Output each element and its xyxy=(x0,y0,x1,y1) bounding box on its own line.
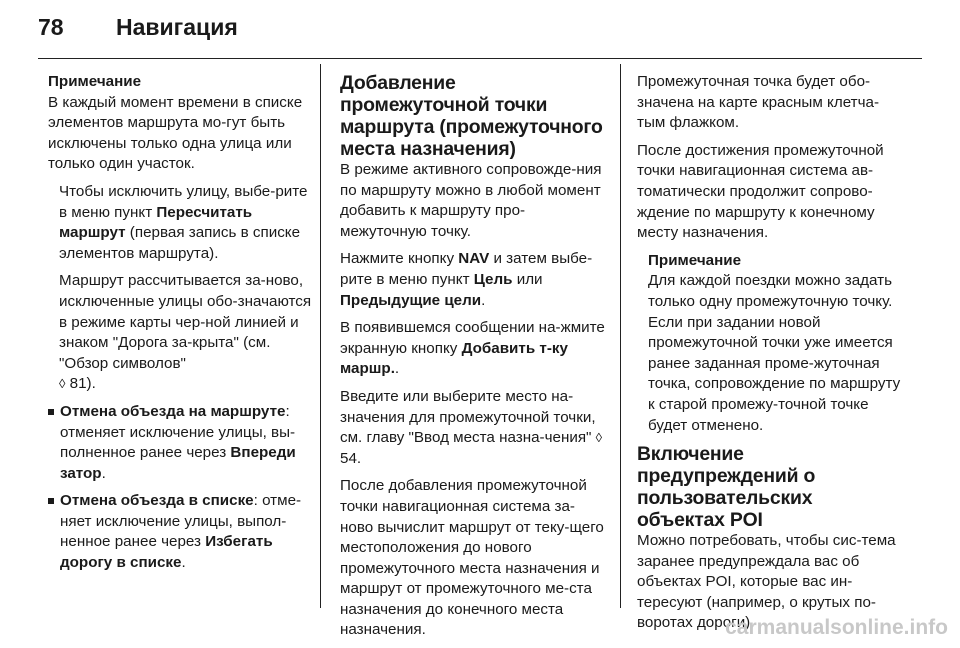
note-text: В каждый момент времени в списке элементов маршрута мо-гут быть исключены только одна улица или только один участок. xyxy=(48,93,303,173)
section-heading: Включение предупреждений о пользовательских объектах POI xyxy=(637,443,816,532)
list-item: Отмена объезда на маршруте: отменяет исключение улицы, вы-полненное ранее через Впереди затор. xyxy=(48,402,312,484)
header-rule xyxy=(38,58,922,59)
note-title: Примечание xyxy=(648,251,742,269)
page-title: Навигация xyxy=(116,14,238,40)
paragraph: В режиме активного сопровожде-ния по маршруту можно в любой момент добавить к маршруту про-межуточную точку. xyxy=(340,161,602,240)
paragraph: Можно потребовать, чтобы сис-тема заранее предупреждала вас об объектах POI, которые вас ин-тересуют (например, о крутых по-воротах дороги). xyxy=(637,532,896,632)
paragraph: Промежуточная точка будет обо-значена на карте красным клетча-тым флажком. xyxy=(637,73,880,132)
column-3 xyxy=(637,72,905,641)
bullet-icon xyxy=(48,498,54,504)
watermark: carmanualsonline.info xyxy=(725,616,948,639)
note-title: Примечание xyxy=(48,73,142,90)
column-2 xyxy=(340,72,606,648)
page-header xyxy=(38,14,238,54)
column-divider-1 xyxy=(320,64,321,608)
page-ref-icon: ◊ xyxy=(59,376,66,392)
paragraph: Маршрут рассчитывается за-ново, исключенные улицы обо-значаются в режиме карты чер-ной линией и знаком "Дорога за-крыта" (см. "Обзор символов" ◊ 81). xyxy=(59,272,312,393)
paragraph: После добавления промежуточной точки навигационная система за-ново вычислит маршрут от теку-щего местоположения до нового промежуточного места назначения и маршрут от промежуточного ме-ста назначения до конечного места назначения. xyxy=(340,477,604,639)
paragraph: В появившемся сообщении на-жмите экранную кнопку Добавить т-ку маршр.. xyxy=(340,319,605,378)
column-1 xyxy=(48,72,312,581)
page-ref-icon: ◊ xyxy=(595,430,603,446)
paragraph: Введите или выберите место на-значения для промежуточной точки, см. главу "Ввод места назна-чения" ◊ 54. xyxy=(340,387,603,467)
paragraph: После достижения промежуточной точки навигационная система ав-томатически продолжит сопрово-ждение по маршруту к конечному месту назначения. xyxy=(637,141,884,242)
paragraph: Нажмите кнопку NAV и затем выбе-рите в меню пункт Цель или Предыдущие цели. xyxy=(340,250,593,309)
note-block xyxy=(637,251,905,436)
note-text: Для каждой поездки можно задать только одну промежуточную точку. Если при задании новой промежуточной точки уже имеется ранее заданная проме-жуточная точка, сопровождение по маршруту к старой промежу-точной точке будет отменено. xyxy=(648,272,901,434)
bullet-icon xyxy=(48,409,54,415)
column-divider-2 xyxy=(620,64,621,608)
list-item: Отмена объезда в списке: отме-няет исключение улицы, выпол-ненное ранее через Избегать дорогу в списке. xyxy=(48,491,312,573)
paragraph: Чтобы исключить улицу, выбе-рите в меню пункт Пересчитать маршрут (первая запись в списке элементов маршрута). xyxy=(59,182,308,262)
section-heading: Добавление промежуточной точки маршрута (промежуточного места назначения) xyxy=(340,72,603,160)
page-number: 78 xyxy=(38,14,64,40)
